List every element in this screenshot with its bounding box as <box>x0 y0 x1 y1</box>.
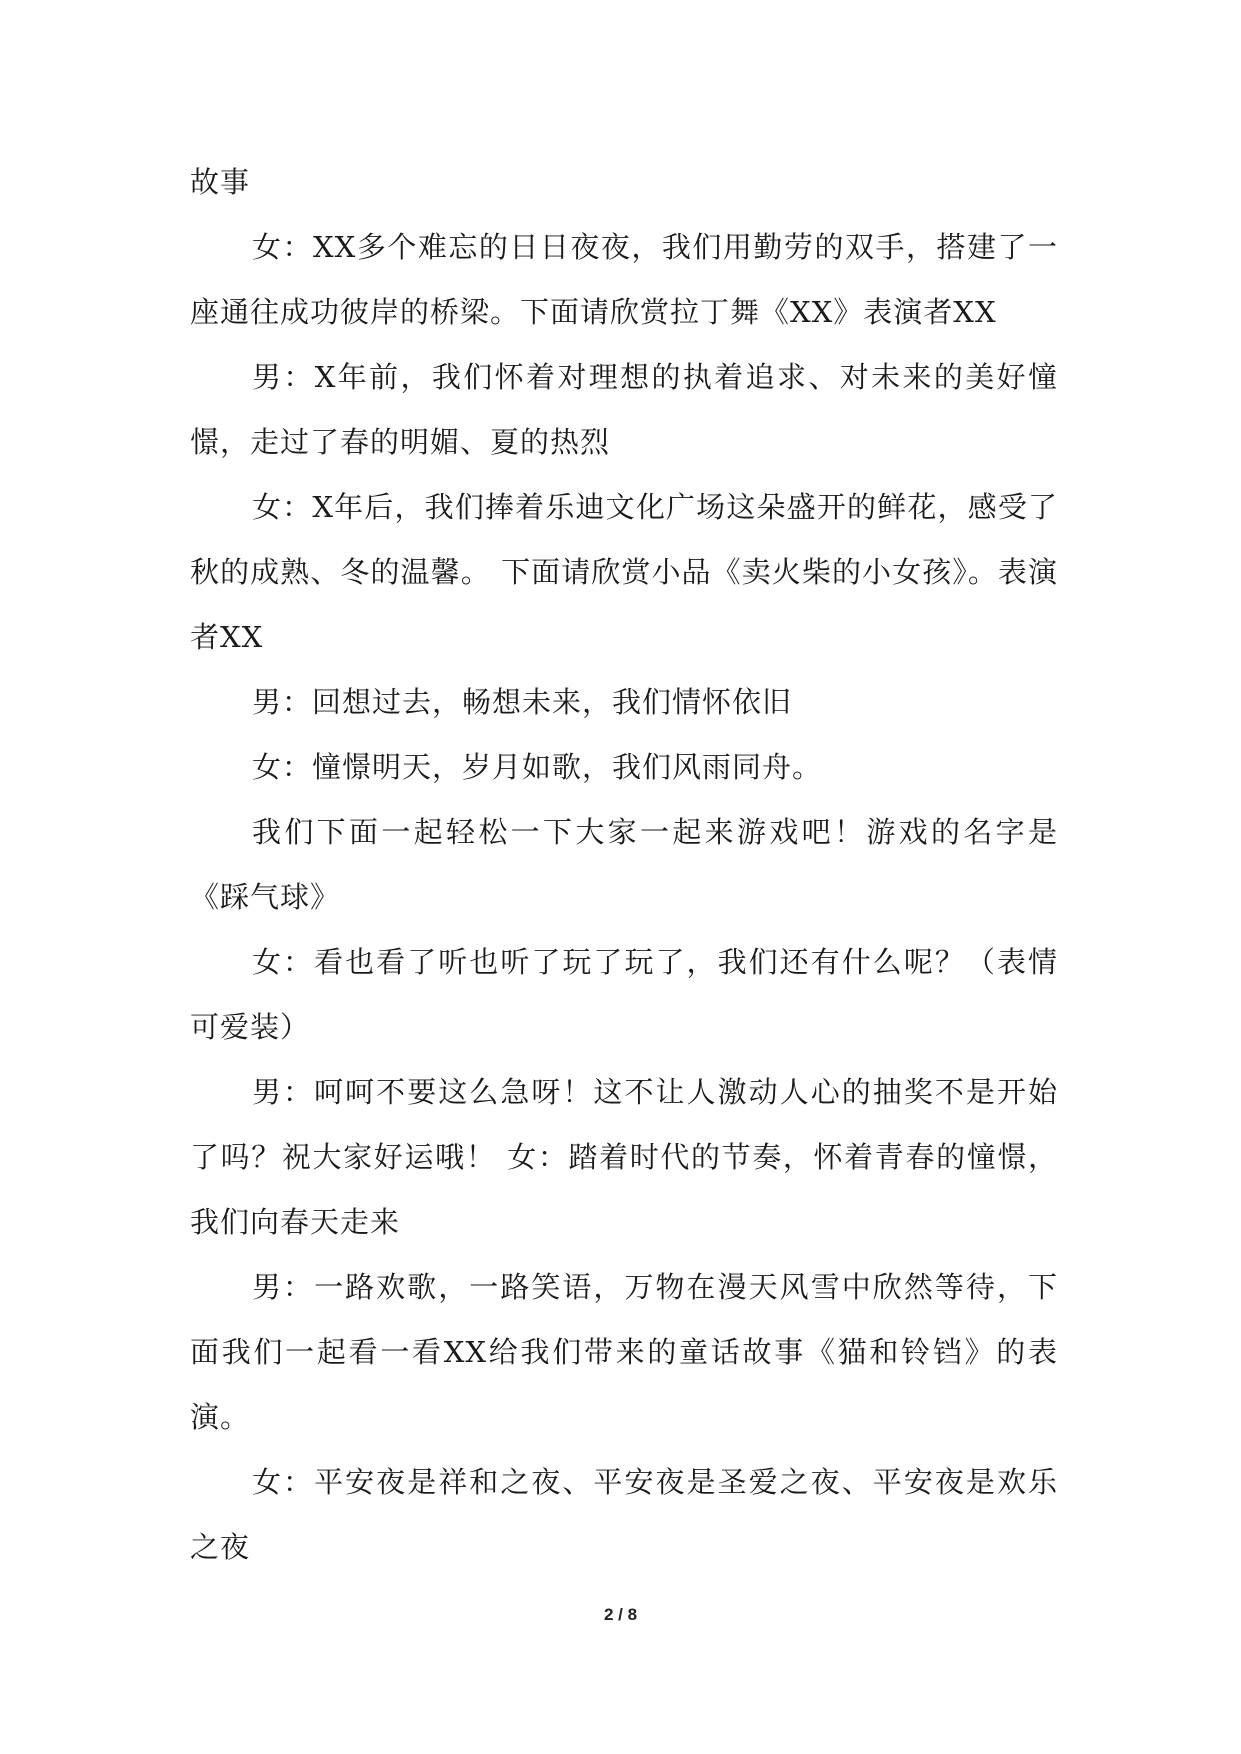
paragraph-dialogue: 女：XX多个难忘的日日夜夜，我们用勤劳的双手，搭建了一座通往成功彼岸的桥梁。下面请欣赏拉丁舞《XX》表演者XX <box>190 230 1058 329</box>
paragraph-dialogue: 女：看也看了听也听了玩了玩了，我们还有什么呢？（表情可爱装） <box>190 945 1058 1044</box>
paragraph-dialogue: 女：X年后，我们捧着乐迪文化广场这朵盛开的鲜花，感受了秋的成熟、冬的温馨。 下面请欣赏小品《卖火柴的小女孩》。表演者XX <box>190 490 1058 654</box>
paragraph-dialogue: 女：平安夜是祥和之夜、平安夜是圣爱之夜、平安夜是欢乐之夜 <box>190 1465 1058 1564</box>
paragraph-dialogue: 女：憧憬明天，岁月如歌，我们风雨同舟。 <box>252 750 823 784</box>
paragraph-narration: 我们下面一起轻松一下大家一起来游戏吧！游戏的名字是《踩气球》 <box>190 815 1058 914</box>
paragraph-dialogue: 男：呵呵不要这么急呀！这不让人激动人心的抽奖不是开始了吗？祝大家好运哦！ 女：踏着时代的节奏，怀着青春的憧憬，我们向春天走来 <box>190 1075 1058 1239</box>
paragraph-dialogue: 男：X年前，我们怀着对理想的执着追求、对未来的美好憧憬，走过了春的明媚、夏的热烈 <box>190 360 1058 459</box>
page-number: 2 / 8 <box>603 1605 638 1624</box>
paragraph-continuation: 故事 <box>190 165 251 199</box>
paragraph-dialogue: 男：回想过去，畅想未来，我们情怀依旧 <box>252 685 793 719</box>
paragraph-dialogue: 男：一路欢歌，一路笑语，万物在漫天风雪中欣然等待，下面我们一起看一看XX给我们带来的童话故事《猫和铃铛》的表演。 <box>190 1270 1058 1434</box>
document-body <box>190 150 1058 1580</box>
